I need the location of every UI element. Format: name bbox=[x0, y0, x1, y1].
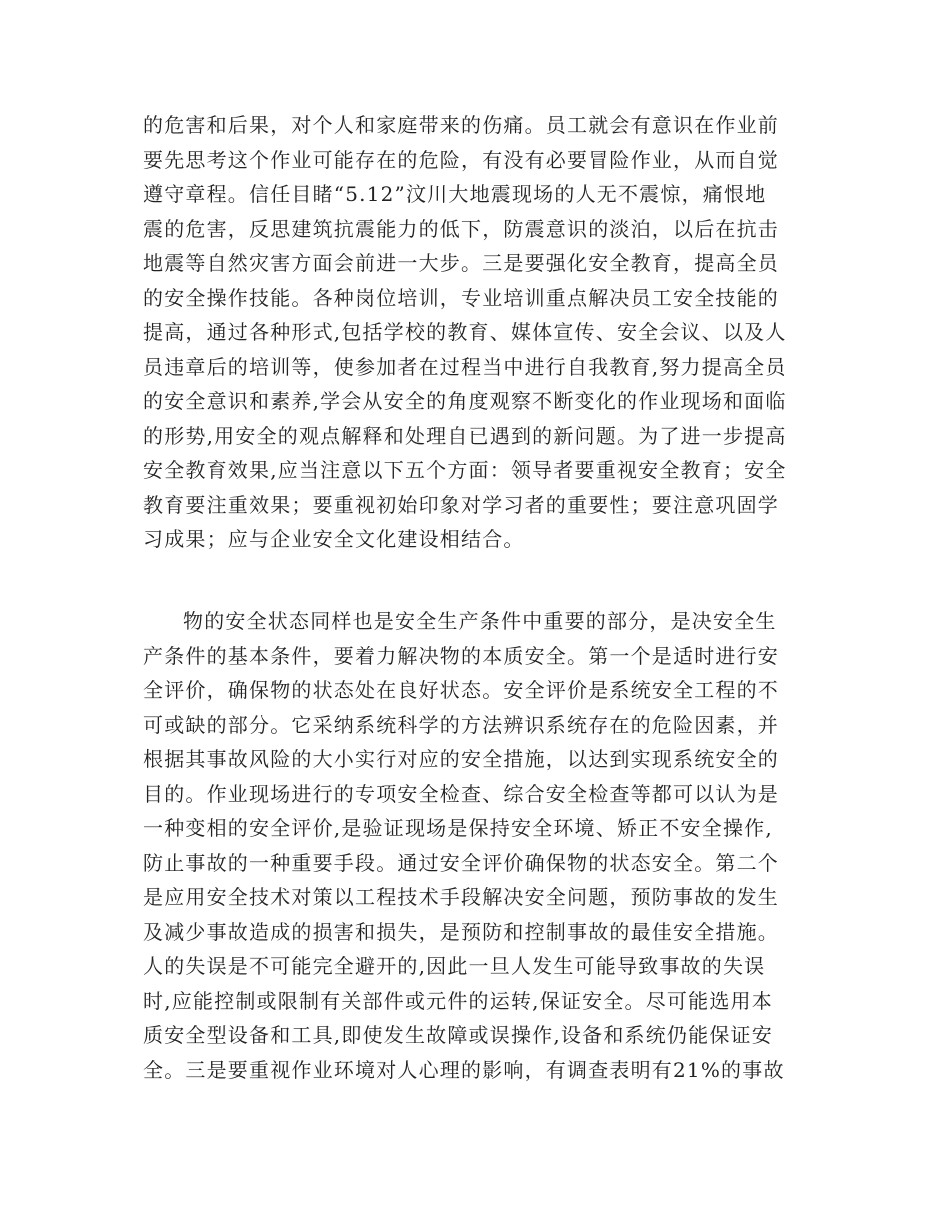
paragraph-1 bbox=[143, 108, 803, 557]
paragraph-line: 根据其事故风险的大小实行对应的安全措施，以达到实现系统安全的 bbox=[143, 747, 779, 771]
paragraph-line: 可或缺的部分。它采纳系统科学的方法辨识系统存在的危险因素，并 bbox=[143, 712, 779, 737]
paragraph-line: 及减少事故造成的损害和损失，是预防和控制事故的最佳安全措施。 bbox=[143, 919, 779, 944]
paragraph-line: 一种变相的安全评价,是验证现场是保持安全环境、矫正不安全操作, bbox=[143, 816, 773, 840]
paragraph-line: 时,应能控制或限制有关部件或元件的运转,保证安全。尽可能选用本 bbox=[143, 988, 773, 1013]
paragraph-line: 全评价，确保物的状态处在良好状态。安全评价是系统安全工程的不 bbox=[143, 678, 779, 702]
paragraph-line: 的危害和后果，对个人和家庭带来的伤痛。员工就会有意识在作业前 bbox=[143, 113, 779, 137]
paragraph-line: 的安全意识和素养,学会从安全的角度观察不断变化的作业现场和面临 bbox=[143, 389, 787, 413]
paragraph-line: 教育要注重效果；要重视初始印象对学习者的重要性；要注意巩固学 bbox=[143, 492, 779, 517]
paragraph-line: 遵守章程。信任目睹“5.12”汶川大地震现场的人无不震惊，痛恨地 bbox=[143, 182, 767, 206]
paragraph-line: 产条件的基本条件，要着力解决物的本质安全。第一个是适时进行安 bbox=[143, 643, 779, 668]
paragraph-2 bbox=[143, 604, 803, 1087]
paragraph-line: 提高，通过各种形式,包括学校的教育、媒体宣传、安全会议、以及人 bbox=[143, 320, 787, 344]
paragraph-line: 质安全型设备和工具,即使发生故障或误操作,设备和系统仍能保证安 bbox=[143, 1023, 773, 1047]
paragraph-line: 是应用安全技术对策以工程技术手段解决安全问题，预防事故的发生 bbox=[143, 885, 779, 909]
paragraph-line: 员违章后的培训等，使参加者在过程当中进行自我教育,努力提高全员 bbox=[143, 354, 787, 379]
paragraph-line: 的形势,用安全的观点解释和处理自已遇到的新问题。为了进一步提高 bbox=[143, 423, 787, 448]
paragraph-line: 全。三是要重视作业环境对人心理的影响，有调查表明有21%的事故 bbox=[143, 1057, 785, 1082]
paragraph-line: 的安全操作技能。各种岗位培训，专业培训重点解决员工安全技能的 bbox=[143, 285, 779, 310]
paragraph-line: 安全教育效果,应当注意以下五个方面：领导者要重视安全教育；安全 bbox=[143, 458, 787, 482]
paragraph-line: 目的。作业现场进行的专项安全检查、综合安全检查等都可以认为是 bbox=[143, 781, 779, 806]
paragraph-line: 习成果；应与企业安全文化建设相结合。 bbox=[143, 527, 525, 551]
paragraph-line: 物的安全状态同样也是安全生产条件中重要的部分，是决安全生 bbox=[183, 609, 777, 633]
paragraph-line: 人的失误是不可能完全避开的,因此一旦人发生可能导致事故的失误 bbox=[143, 954, 766, 978]
paragraph-line: 地震等自然灾害方面会前进一大步。三是要强化安全教育，提高全员 bbox=[143, 251, 779, 275]
paragraph-line: 震的危害，反思建筑抗震能力的低下，防震意识的淡泊，以后在抗击 bbox=[143, 216, 779, 241]
paragraph-line: 防止事故的一种重要手段。通过安全评价确保物的状态安全。第二个 bbox=[143, 850, 779, 875]
paragraph-line: 要先思考这个作业可能存在的危险，有没有必要冒险作业，从而自觉 bbox=[143, 147, 779, 172]
